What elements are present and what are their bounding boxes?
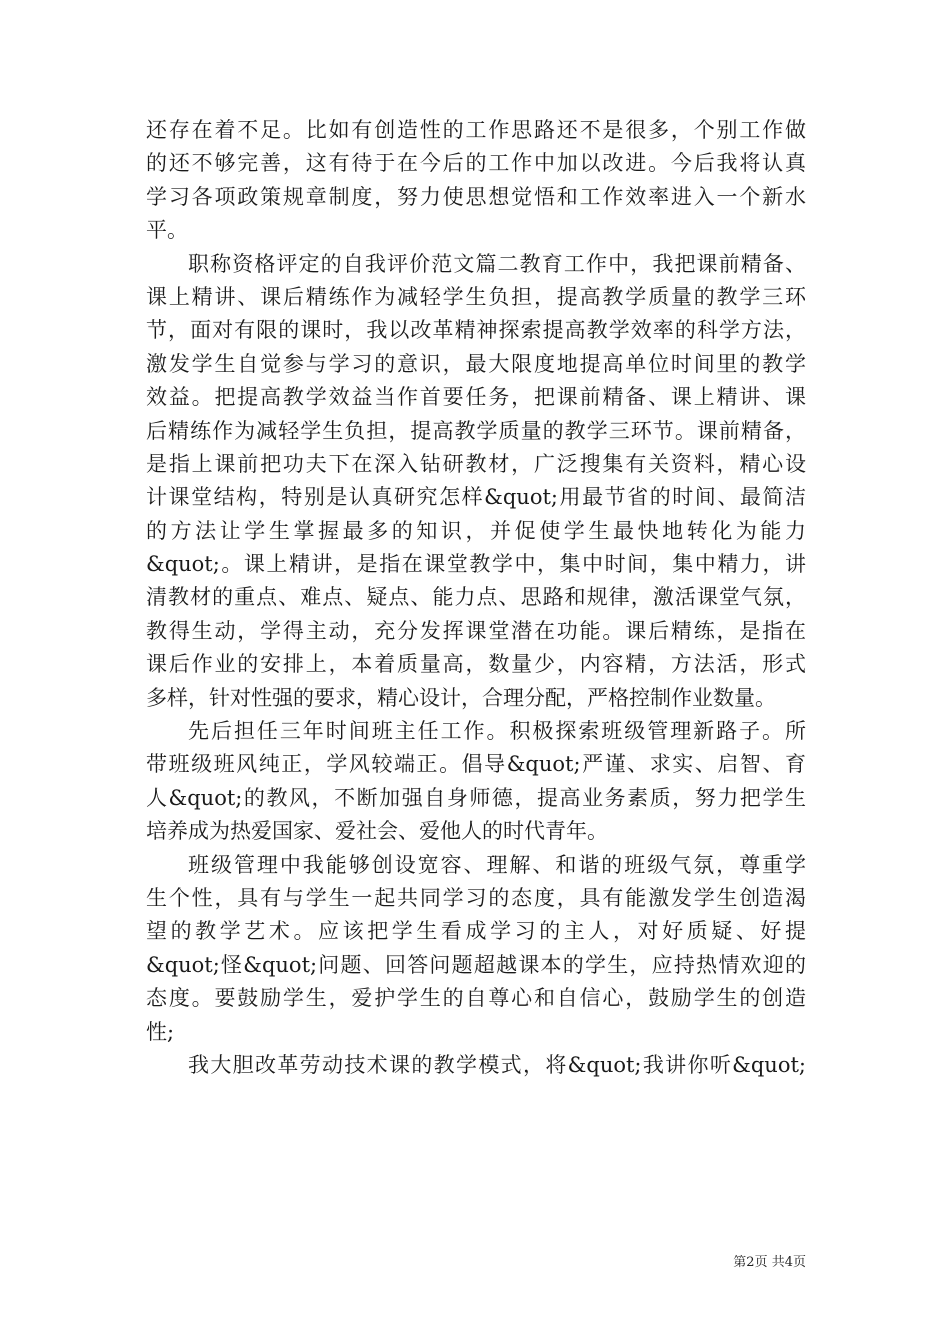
text-line: 先后担任三年时间班主任工作。积极探索班级管理新路子。所 — [188, 719, 806, 744]
text-line: 平。 — [146, 218, 188, 243]
text-line: 生个性，具有与学生一起共同学习的态度，具有能激发学生创造渴 — [146, 885, 806, 910]
text-line: 多样，针对性强的要求，精心设计，合理分配，严格控制作业数量。 — [146, 685, 776, 710]
text-line: 我大胆改革劳动技术课的教学模式，将&quot;我讲你听&quot; — [188, 1052, 806, 1077]
text-line: 是指上课前把功夫下在深入钻研教材，广泛搜集有关资料，精心设 — [146, 451, 806, 476]
text-line: 态度。要鼓励学生，爱护学生的自尊心和自信心，鼓励学生的创造 — [146, 986, 806, 1011]
text-line: 效益。把提高教学效益当作首要任务，把课前精备、课上精讲、课 — [146, 385, 806, 410]
text-line: 课上精讲、课后精练作为减轻学生负担，提高教学质量的教学三环 — [146, 284, 806, 309]
footer-total-pages: 4 — [784, 1255, 793, 1270]
text-line: 职称资格评定的自我评价范文篇二教育工作中，我把课前精备、 — [188, 251, 806, 276]
text-line: 带班级班风纯正，学风较端正。倡导&quot;严谨、求实、启智、育 — [146, 752, 806, 777]
text-line: &quot;。课上精讲，是指在课堂教学中，集中时间，集中精力，讲 — [146, 552, 806, 577]
text-line: 的还不够完善，这有待于在今后的工作中加以改进。今后我将认真 — [146, 151, 806, 176]
footer-middle: 页 共 — [754, 1255, 785, 1270]
text-line: 培养成为热爱国家、爱社会、爱他人的时代青年。 — [146, 819, 608, 844]
text-line: 性; — [146, 1019, 175, 1044]
footer-suffix: 页 — [792, 1255, 806, 1270]
footer-prefix: 第 — [733, 1255, 747, 1270]
text-line: 学习各项政策规章制度，努力使思想觉悟和工作效率进入一个新水 — [146, 184, 806, 209]
text-line: 望的教学艺术。应该把学生看成学习的主人，对好质疑、好提 — [146, 919, 806, 944]
page-number-indicator — [733, 1251, 806, 1270]
text-line: 激发学生自觉参与学习的意识，最大限度地提高单位时间里的教学 — [146, 351, 806, 376]
text-line: 教得生动，学得主动，充分发挥课堂潜在功能。课后精练，是指在 — [146, 618, 806, 643]
document-body — [146, 114, 806, 1082]
text-line: 节，面对有限的课时，我以改革精神探索提高教学效率的科学方法， — [146, 318, 806, 343]
text-line: 还存在着不足。比如有创造性的工作思路还不是很多，个别工作做 — [146, 118, 806, 142]
text-line: 人&quot;的教风，不断加强自身师德，提高业务素质，努力把学生 — [146, 785, 806, 810]
text-line: 班级管理中我能够创设宽容、理解、和谐的班级气氛，尊重学 — [188, 852, 806, 877]
footer-current-page: 2 — [746, 1255, 755, 1270]
text-line: 后精练作为减轻学生负担，提高教学质量的教学三环节。课前精备， — [146, 418, 806, 443]
text-line: 的方法让学生掌握最多的知识，并促使学生最快地转化为能力 — [146, 518, 806, 543]
text-line: &quot;怪&quot;问题、回答问题超越课本的学生，应持热情欢迎的 — [146, 952, 806, 977]
text-line: 清教材的重点、难点、疑点、能力点、思路和规律，激活课堂气氛， — [146, 585, 806, 610]
text-line: 课后作业的安排上，本着质量高，数量少，内容精，方法活，形式 — [146, 652, 806, 677]
text-line: 计课堂结构，特别是认真研究怎样&quot;用最节省的时间、最简洁 — [146, 485, 806, 510]
